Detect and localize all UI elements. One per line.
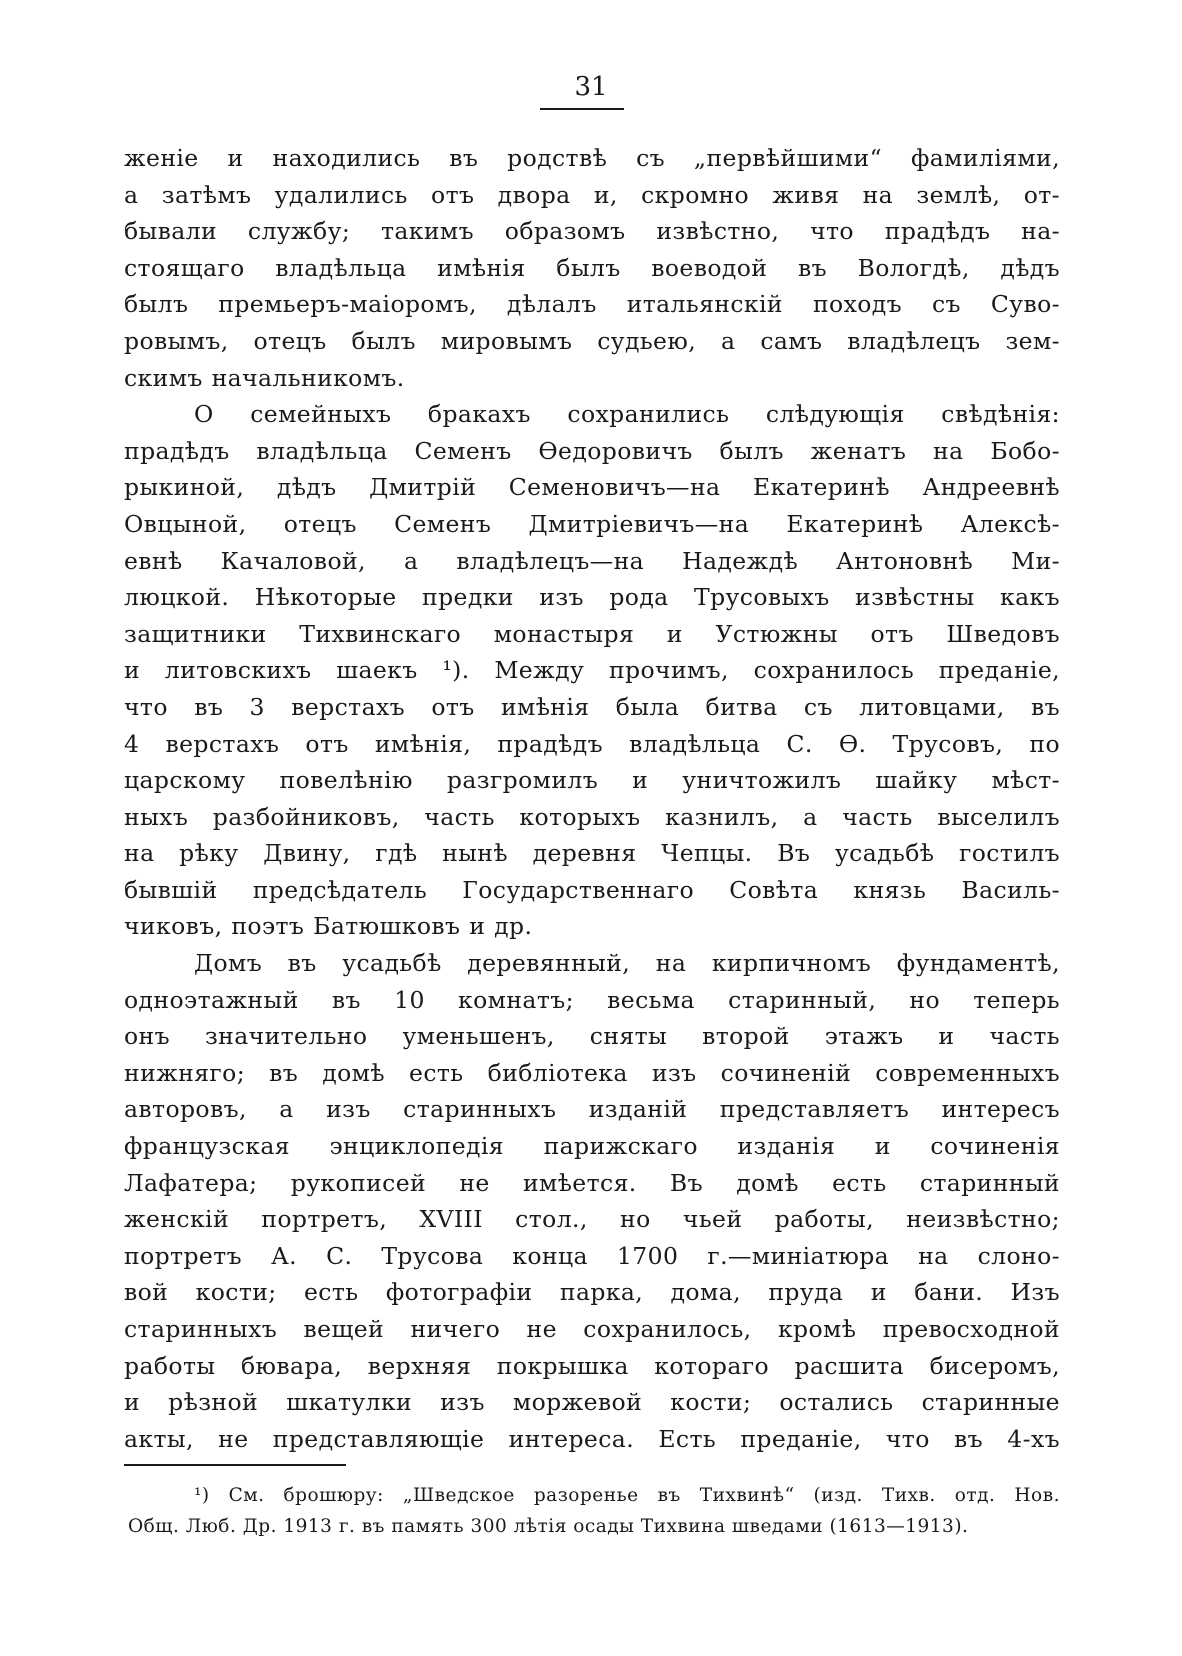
- text-line: старинныхъ вещей ничего не сохранилось, кромѣ превосходной: [124, 1315, 1060, 1343]
- text-line: ныхъ разбойниковъ, часть которыхъ казнилъ, а часть выселилъ: [124, 802, 1060, 831]
- text-line: одноэтажный въ 10 комнатъ; весьма старинный, но теперь: [124, 985, 1060, 1014]
- text-line: вой кости; есть фотографіи парка, дома, пруда и бани. Изъ: [124, 1278, 1060, 1307]
- text-line: портретъ А. С. Трусова конца 1700 г.—миніатюра на слоно-: [124, 1241, 1060, 1270]
- text-line: работы бювара, верхняя покрышка котораго расшита бисеромъ,: [124, 1351, 1060, 1380]
- text-line: стоящаго владѣльца имѣнія былъ воеводой въ Вологдѣ, дѣдъ: [124, 253, 1060, 282]
- text-line: нижняго; въ домѣ есть библіотека изъ сочиненій современныхъ: [124, 1058, 1060, 1087]
- text-line: а затѣмъ удалились отъ двора и, скромно живя на землѣ, от-: [124, 180, 1060, 209]
- text-line: прадѣдъ владѣльца Семенъ Ѳедоровичъ былъ женатъ на Бобо-: [124, 436, 1060, 465]
- text-line: женіе и находились въ родствѣ съ „первѣйшими“ фамиліями,: [124, 144, 1060, 172]
- text-line: былъ премьеръ-маіоромъ, дѣлалъ итальянскій походъ съ Суво-: [124, 290, 1060, 319]
- text-line: акты, не представляющіе интереса. Есть преданіе, что въ 4-хъ: [124, 1424, 1060, 1453]
- footnote-separator: [124, 1464, 346, 1466]
- body-text: [124, 140, 1060, 1457]
- page-number-underline: [540, 108, 624, 110]
- text-line: на рѣку Двину, гдѣ нынѣ деревня Чепцы. Въ усадьбѣ гостилъ: [124, 839, 1060, 868]
- text-line: 4 верстахъ отъ имѣнія, прадѣдъ владѣльца С. Ѳ. Трусовъ, по: [124, 729, 1060, 758]
- footnote-line: Общ. Люб. Др. 1913 г. въ память 300 лѣтія осады Тихвина шведами (1613—1913).: [128, 1516, 969, 1537]
- text-line: защитники Тихвинскаго монастыря и Устюжны отъ Шведовъ: [124, 619, 1060, 648]
- text-line: онъ значительно уменьшенъ, сняты второй этажъ и часть: [124, 1022, 1060, 1051]
- text-line: авторовъ, а изъ старинныхъ изданій представляетъ интересъ: [124, 1095, 1060, 1124]
- text-line: Лафатера; рукописей не имѣется. Въ домѣ есть старинный: [124, 1168, 1060, 1197]
- text-line: царскому повелѣнію разгромилъ и уничтожилъ шайку мѣст-: [124, 766, 1060, 795]
- text-line: Домъ въ усадьбѣ деревянный, на кирпичномъ фундаментѣ,: [194, 949, 1060, 978]
- page-number: 31: [574, 72, 608, 102]
- text-line: французская энциклопедія парижскаго изданія и сочиненія: [124, 1132, 1060, 1161]
- text-line: Овцыной, отецъ Семенъ Дмитріевичъ—на Екатеринѣ Алексѣ-: [124, 509, 1060, 538]
- text-line: люцкой. Нѣкоторые предки изъ рода Трусовыхъ извѣстны какъ: [124, 583, 1060, 612]
- footnote: [128, 1480, 1060, 1542]
- text-line: и литовскихъ шаекъ ¹). Между прочимъ, сохранилось преданіе,: [124, 656, 1060, 685]
- footnote-line: ¹) См. брошюру: „Шведское разоренье въ Тихвинѣ“ (изд. Тихв. отд. Нов.: [194, 1485, 1060, 1506]
- text-line: бывали службу; такимъ образомъ извѣстно, что прадѣдъ на-: [124, 217, 1060, 246]
- text-line: О семейныхъ бракахъ сохранились слѣдующія свѣдѣнія:: [194, 400, 1060, 429]
- text-line: рыкиной, дѣдъ Дмитрій Семеновичъ—на Екатеринѣ Андреевнѣ: [124, 473, 1060, 502]
- text-line: скимъ начальникомъ.: [124, 363, 405, 392]
- text-line: евнѣ Качаловой, а владѣлецъ—на Надеждѣ Антоновнѣ Ми-: [124, 546, 1060, 575]
- text-line: чиковъ, поэтъ Батюшковъ и др.: [124, 912, 533, 941]
- text-line: ровымъ, отецъ былъ мировымъ судьею, а самъ владѣлецъ зем-: [124, 326, 1060, 355]
- text-line: и рѣзной шкатулки изъ моржевой кости; остались старинные: [124, 1388, 1060, 1417]
- text-line: бывшій предсѣдатель Государственнаго Совѣта князь Василь-: [124, 875, 1060, 904]
- text-line: что въ 3 верстахъ отъ имѣнія была битва съ литовцами, въ: [124, 692, 1060, 721]
- text-line: женскій портретъ, XVIII стол., но чьей работы, неизвѣстно;: [124, 1205, 1060, 1234]
